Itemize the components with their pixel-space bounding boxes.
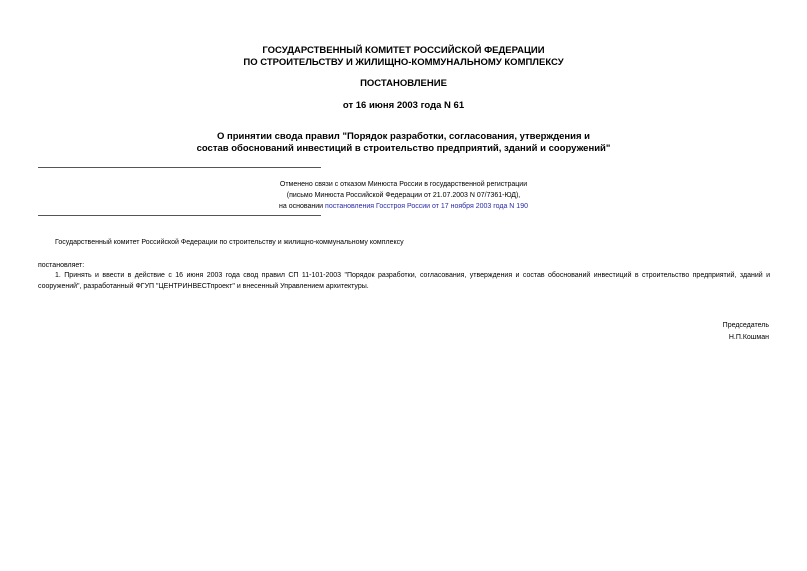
notice-line-3 bbox=[200, 201, 607, 212]
agency-header bbox=[0, 45, 807, 69]
revocation-notice bbox=[200, 179, 607, 212]
preamble-text: Государственный комитет Российской Федерации по строительству и жилищно-коммунальному комплексу bbox=[55, 239, 404, 246]
clause-1: 1. Принять и ввести в действие с 16 июня 2003 года свод правил СП 11-101-2003 "Порядок разработки, согласования, утверждения и состав обоснований инвестиций в строительство предприятий, зданий и сооружений", разработанный ФГУП "ЦЕНТРИНВЕСТпроект" и внесенный Управлением архитектуры. bbox=[38, 272, 770, 290]
decree-word: постановляет: bbox=[38, 262, 85, 269]
divider-bottom bbox=[38, 215, 321, 216]
notice-line-1: Отменено связи с отказом Минюста России в государственной регистрации bbox=[279, 181, 528, 188]
divider-top bbox=[38, 167, 321, 168]
signature-block bbox=[723, 320, 769, 344]
agency-line-1: ГОСУДАРСТВЕННЫЙ КОМИТЕТ РОССИЙСКОЙ ФЕДЕРАЦИИ bbox=[262, 45, 545, 56]
title-line-2: состав обоснований инвестиций в строительство предприятий, зданий и сооружений" bbox=[196, 143, 611, 154]
document-title bbox=[0, 131, 807, 155]
document-type: ПОСТАНОВЛЕНИЕ bbox=[360, 78, 447, 89]
agency-line-2: ПО СТРОИТЕЛЬСТВУ И ЖИЛИЩНО-КОММУНАЛЬНОМУ КОМПЛЕКСУ bbox=[243, 57, 564, 68]
notice-line-2: (письмо Минюста Российской Федерации от 21.07.2003 N 07/7361-ЮД), bbox=[286, 192, 521, 199]
title-line-1: О принятии свода правил "Порядок разработки, согласования, утверждения и bbox=[216, 131, 590, 142]
notice-line-3-prefix: на основании bbox=[279, 203, 326, 210]
signature-position: Председатель bbox=[722, 322, 769, 329]
resolution-link[interactable]: постановления Госстроя России от 17 ноября 2003 года N 190 bbox=[325, 203, 528, 210]
document-date: от 16 июня 2003 года N 61 bbox=[342, 100, 465, 111]
signature-name: Н.П.Кошман bbox=[728, 334, 769, 341]
